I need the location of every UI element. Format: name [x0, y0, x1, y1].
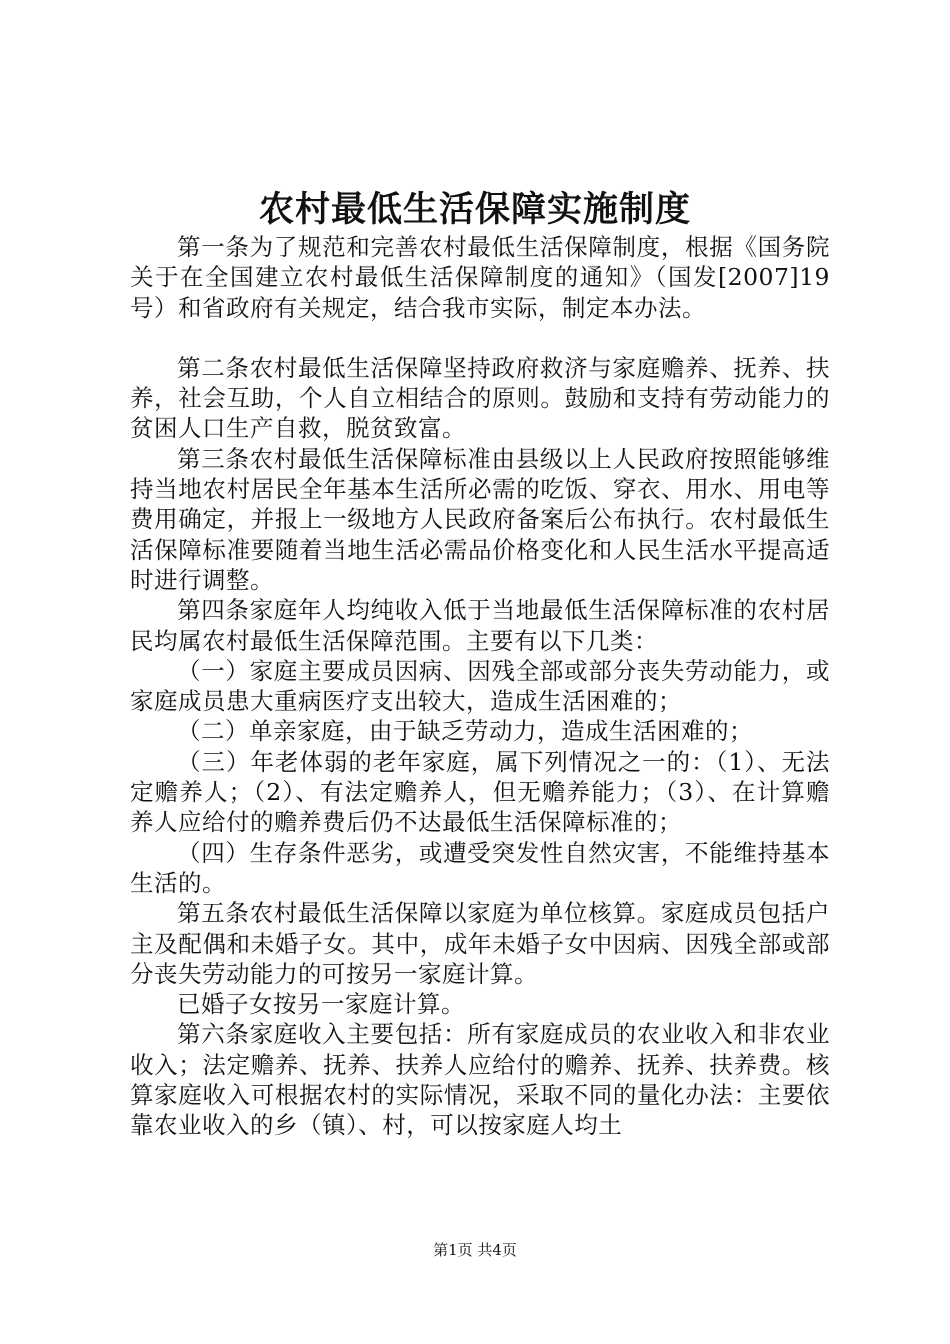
- paragraph-item-2: （二）单亲家庭，由于缺乏劳动力，造成生活困难的；: [177, 717, 753, 746]
- paragraph-item-3: （三）年老体弱的老年家庭，属下列情况之一的：（1）、无法定赡养人；（2）、有法定赡养人，但无赡养能力；（3）、在计算赡养人应给付的赡养费后仍不达最低生活保障标准的；: [130, 747, 830, 837]
- document-title: 农村最低生活保障实施制度: [258, 189, 691, 230]
- paragraph-article-3: 第三条农村最低生活保障标准由县级以上人民政府按照能够维持当地农村居民全年基本生活所必需的吃饭、穿衣、用水、用电等费用确定，并报上一级地方人民政府备案后公布执行。农村最低生活保障标准要随着当地生活必需品价格变化和人民生活水平提高适时进行调整。: [130, 444, 830, 594]
- paragraph-article-1: 第一条为了规范和完善农村最低生活保障制度，根据《国务院关于在全国建立农村最低生活保障制度的通知》（国发[2007]19号）和省政府有关规定，结合我市实际，制定本办法。: [130, 233, 830, 322]
- paragraph-article-5-note: 已婚子女按另一家庭计算。: [177, 990, 465, 1019]
- paragraph-article-6: 第六条家庭收入主要包括：所有家庭成员的农业收入和非农业收入；法定赡养、抚养、扶养人应给付的赡养、抚养、扶养费。核算家庭收入可根据农村的实际情况，采取不同的量化办法：主要依靠农业收入的乡（镇）、村，可以按家庭人均土: [130, 1020, 830, 1140]
- paragraph-article-5: 第五条农村最低生活保障以家庭为单位核算。家庭成员包括户主及配偶和未婚子女。其中，成年未婚子女中因病、因残全部或部分丧失劳动能力的可按另一家庭计算。: [130, 899, 830, 988]
- document-body: [130, 232, 830, 1141]
- paragraph-item-4: （四）生存条件恶劣，或遭受突发性自然灾害，不能维持基本生活的。: [130, 838, 830, 897]
- paragraph-article-4: 第四条家庭年人均纯收入低于当地最低生活保障标准的农村居民均属农村最低生活保障范围。主要有以下几类：: [130, 596, 830, 655]
- paragraph-item-1: （一）家庭主要成员因病、因残全部或部分丧失劳动能力，或家庭成员患大重病医疗支出较大，造成生活困难的；: [130, 656, 830, 716]
- page-footer: 第1页 共4页: [433, 1241, 517, 1259]
- paragraph-article-2: 第二条农村最低生活保障坚持政府救济与家庭赡养、抚养、扶养，社会互助，个人自立相结合的原则。鼓励和支持有劳动能力的贫困人口生产自救，脱贫致富。: [130, 353, 830, 443]
